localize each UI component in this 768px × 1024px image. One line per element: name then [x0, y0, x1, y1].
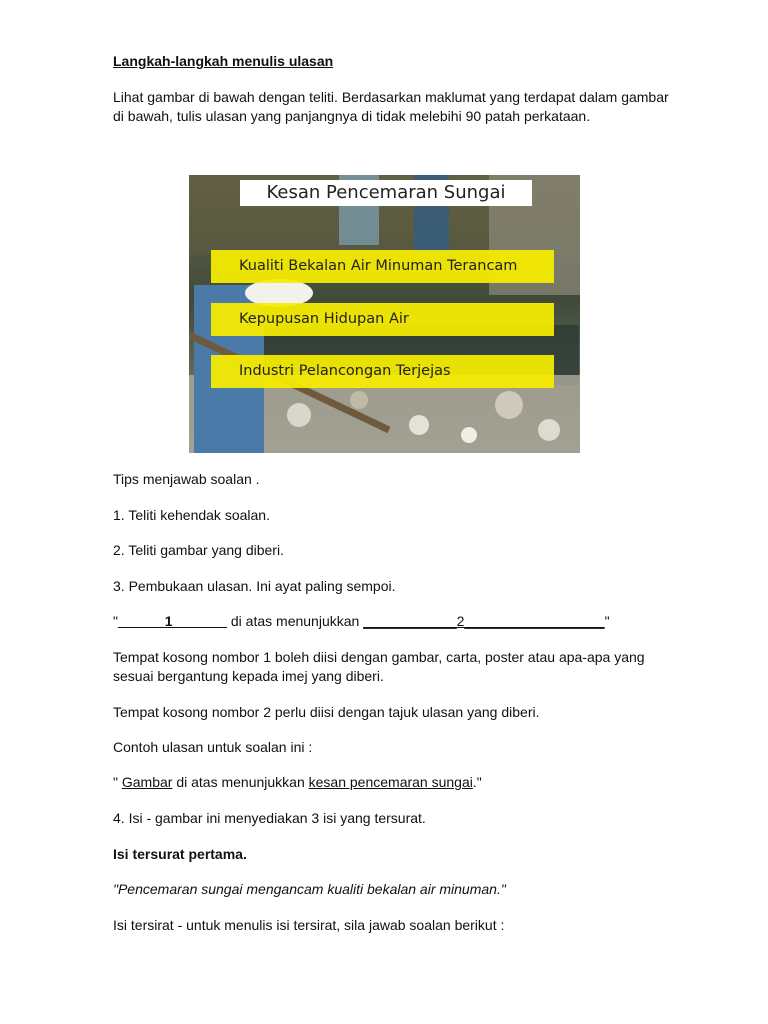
template-close-quote: "	[604, 613, 610, 629]
example-open: "	[113, 774, 122, 790]
example-heading: Contoh ulasan untuk soalan ini :	[113, 739, 313, 755]
template-blank-2: ____________2__________________	[363, 613, 605, 629]
tip-4: 4. Isi - gambar ini menyediakan 3 isi yang tersurat.	[113, 810, 426, 826]
tips-heading: Tips menjawab soalan .	[113, 471, 260, 487]
note-1: Tempat kosong nombor 1 boleh diisi dengan gambar, carta, poster atau apa-apa yang sesuai bergantung kepada imej yang diberi.	[113, 649, 645, 684]
river-pollution-image	[189, 175, 580, 453]
image-point-3: Industri Pelancongan Terjejas	[211, 355, 554, 388]
isi-heading: Isi tersurat pertama.	[113, 846, 247, 862]
example-close: ."	[472, 774, 482, 790]
intro-paragraph: Lihat gambar di bawah dengan teliti. Berdasarkan maklumat yang terdapat dalam gambar di bawah, tulis ulasan yang panjangnya di tidak melebihi 90 patah perkataan.	[113, 89, 669, 124]
template-blank-1: ______1_______	[117, 613, 227, 629]
example-middle: di atas menunjukkan	[172, 774, 309, 790]
tip-1: 1. Teliti kehendak soalan.	[113, 507, 270, 523]
tip-3: 3. Pembukaan ulasan. Ini ayat paling sempoi.	[113, 578, 396, 594]
example-sentence	[113, 773, 482, 792]
template-open-quote: "	[113, 613, 118, 629]
example-word-2: kesan pencemaran sungai	[308, 774, 473, 790]
page-title: Langkah-langkah menulis ulasan	[113, 53, 334, 69]
isi-tersirat: Isi tersirat - untuk menulis isi tersirat, sila jawab soalan berikut :	[113, 917, 505, 933]
note-2: Tempat kosong nombor 2 perlu diisi dengan tajuk ulasan yang diberi.	[113, 704, 540, 720]
template-middle: di atas menunjukkan	[227, 613, 364, 629]
image-point-1: Kualiti Bekalan Air Minuman Terancam	[211, 250, 554, 283]
tip-2: 2. Teliti gambar yang diberi.	[113, 542, 284, 558]
isi-quote: "Pencemaran sungai mengancam kualiti bekalan air minuman."	[113, 881, 506, 897]
example-word-1: Gambar	[121, 774, 173, 790]
image-title: Kesan Pencemaran Sungai	[240, 180, 532, 206]
image-point-2: Kepupusan Hidupan Air	[211, 303, 554, 336]
template-sentence	[113, 612, 610, 631]
